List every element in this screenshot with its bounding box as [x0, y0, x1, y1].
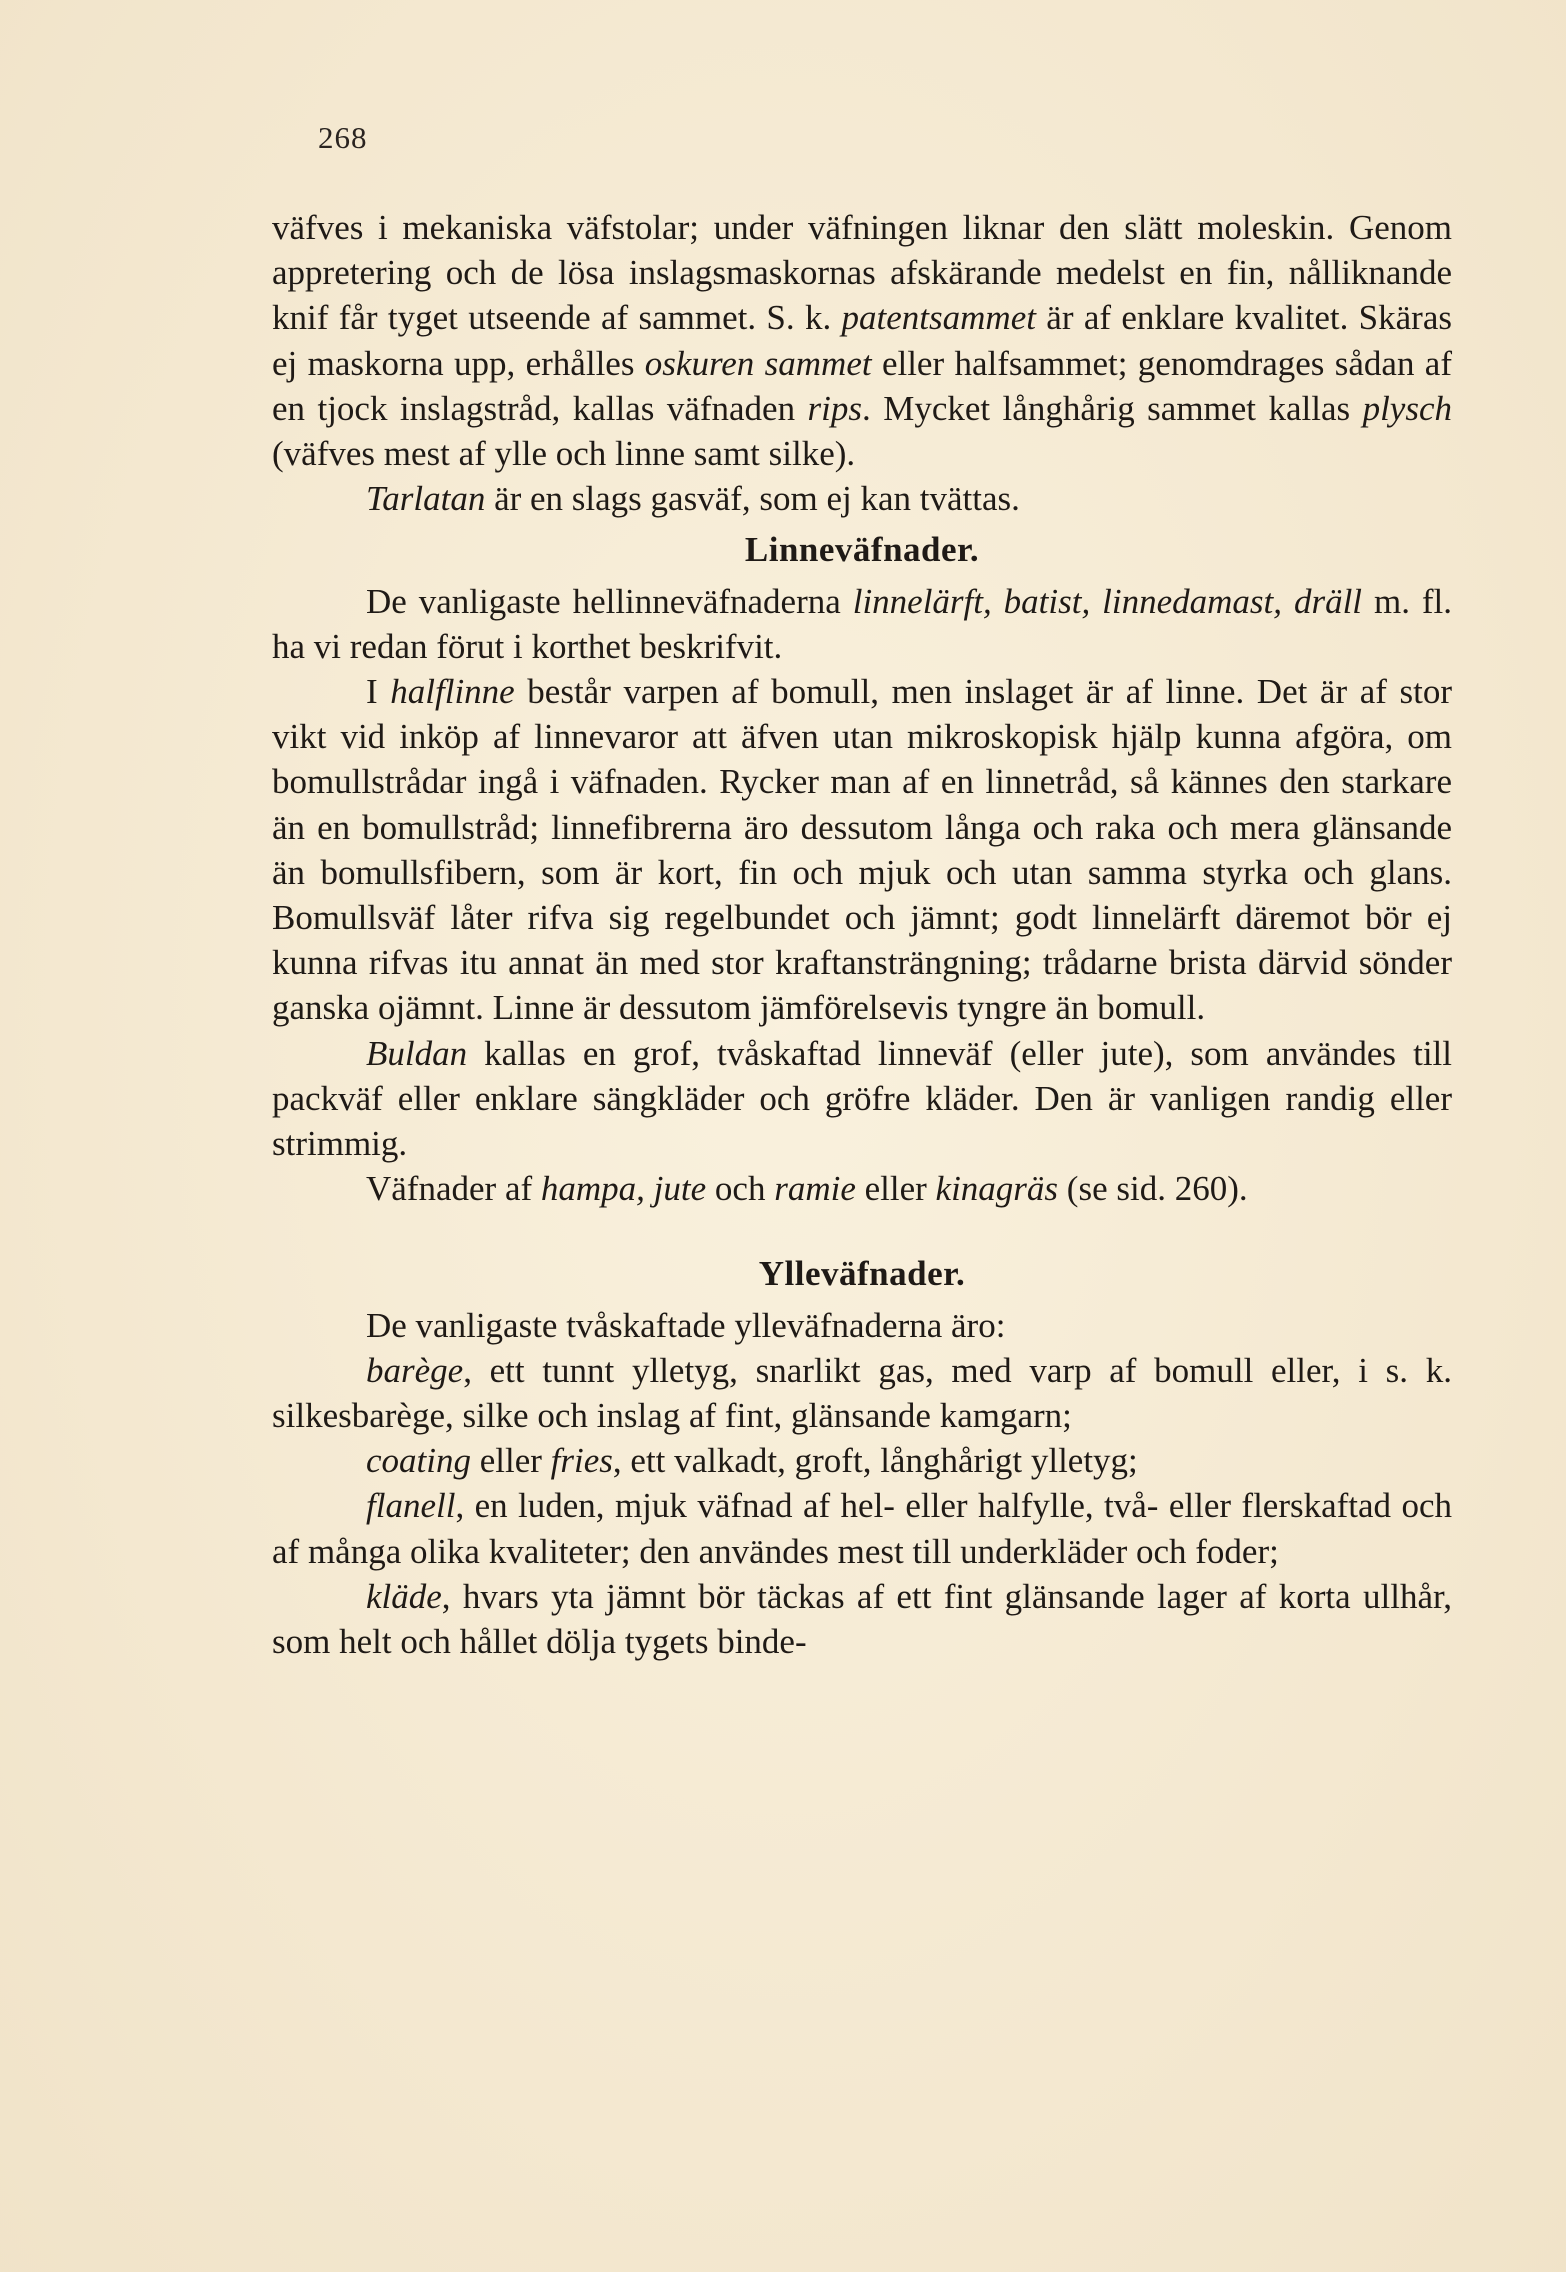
- text-run: I: [366, 672, 391, 712]
- italic-term: flanell: [366, 1486, 456, 1526]
- text-run: eller: [855, 1169, 936, 1209]
- body-paragraph: [272, 1303, 1452, 1348]
- italic-term: ramie: [774, 1169, 856, 1209]
- text-run: är en slags gasväf, som ej kan tvättas.: [485, 479, 1020, 519]
- italic-term: patentsammet: [841, 298, 1036, 338]
- italic-term: Buldan: [366, 1033, 468, 1073]
- text-run: . Mycket långhårig sammet kallas: [862, 388, 1363, 428]
- body-paragraph: [272, 1348, 1452, 1438]
- text-run: (se sid. 260).: [1058, 1169, 1248, 1209]
- body-paragraph: [272, 1438, 1452, 1483]
- body-paragraph: [272, 1166, 1452, 1211]
- text-run: De vanligaste tvåskaftade ylleväfnaderna äro:: [366, 1305, 1006, 1345]
- text-run: Ylleväfnader.: [758, 1254, 966, 1294]
- page-number: 268: [318, 120, 368, 155]
- section-heading: [272, 1251, 1452, 1296]
- italic-term: Tarlatan: [366, 479, 486, 519]
- italic-term: plysch: [1362, 388, 1452, 428]
- italic-term: kinagräs: [935, 1169, 1059, 1209]
- text-run: är af enklare kvalitet. Skäras ej maskorna upp, erhålles: [272, 298, 1452, 383]
- text-run: eller halfsammet; genomdrages sådan af en tjock inslagstråd, kallas väfnaden: [272, 343, 1452, 428]
- text-run: m. fl. ha vi redan förut i korthet beskrifvit.: [272, 581, 1453, 666]
- text-run: väfves i mekaniska väfstolar; under väfningen liknar den slätt moleskin. Genom appretering och de lösa inslagsmaskornas afskärande medelst en fin, nålliknande knif får tyget utseende af sammet. S. k.: [272, 208, 1452, 338]
- italic-term: coating: [366, 1441, 471, 1481]
- italic-term: hampa, jute: [540, 1169, 707, 1209]
- text-body: [272, 205, 1452, 1664]
- italic-term: linnelärft, batist, linnedamast, dräll: [852, 581, 1363, 621]
- body-paragraph: [272, 205, 1452, 476]
- body-paragraph: [272, 1483, 1452, 1573]
- body-paragraph: [272, 1031, 1452, 1167]
- body-paragraph: [272, 669, 1452, 1031]
- body-paragraph: [272, 1574, 1452, 1664]
- italic-term: rips: [807, 388, 862, 428]
- text-run: , ett tunnt ylletyg, snarlikt gas, med varp af bomull eller, i s. k. silkesbarège, silke och inslag af fint, glänsande kamgarn;: [272, 1350, 1452, 1436]
- text-run: , en luden, mjuk väfnad af hel- eller halfylle, två- eller flerskaftad och af många olika kvaliteter; den användes mest till underkläder och foder;: [272, 1486, 1452, 1571]
- text-run: , ett valkadt, groft, långhårigt ylletyg;: [612, 1441, 1138, 1481]
- italic-term: barège: [366, 1350, 464, 1390]
- text-run: , hvars yta jämnt bör täckas af ett fint glänsande lager af korta ullhår, som helt och hållet dölja tygets binde-: [272, 1576, 1452, 1662]
- text-run: eller: [470, 1441, 551, 1481]
- italic-term: fries: [550, 1441, 613, 1481]
- italic-term: kläde: [366, 1576, 442, 1616]
- text-run: (väfves mest af ylle och linne samt silke).: [272, 434, 856, 474]
- text-run: Linneväfnader.: [744, 530, 980, 570]
- text-run: Väfnader af: [366, 1169, 541, 1209]
- body-paragraph: [272, 476, 1452, 521]
- text-run: består varpen af bomull, men inslaget är af linne. Det är af stor vikt vid inköp af linnevaror att äfven utan mikroskopisk hjälp kunna afgöra, om bomullstrådar ingå i väfnaden. Rycker man af en linnetråd, så kännes den starkare än en bomullstråd; linnefibrerna äro dessutom långa och raka och mera glänsande än bomullsfibern, som är kort, fin och mjuk och utan samma styrka och glans. Bomullsväf låter rifva sig regelbundet och jämnt; godt linnelärft däremot bör ej kunna rifvas itu annat än med stor kraftansträngning; trådarne brista därvid sönder ganska ojämnt. Linne är dessutom jämförelsevis tyngre än bomull.: [272, 672, 1453, 1028]
- text-run: kallas en grof, tvåskaftad linneväf (eller jute), som användes till packväf eller enklare sängkläder och gröfre kläder. Den är vanligen randig eller strimmig.: [272, 1033, 1452, 1164]
- italic-term: halflinne: [390, 672, 515, 712]
- text-run: De vanligaste hellinneväfnaderna: [366, 581, 853, 621]
- italic-term: oskuren sammet: [644, 343, 872, 383]
- text-run: och: [706, 1169, 775, 1209]
- section-heading: [272, 527, 1452, 572]
- body-paragraph: [272, 579, 1452, 669]
